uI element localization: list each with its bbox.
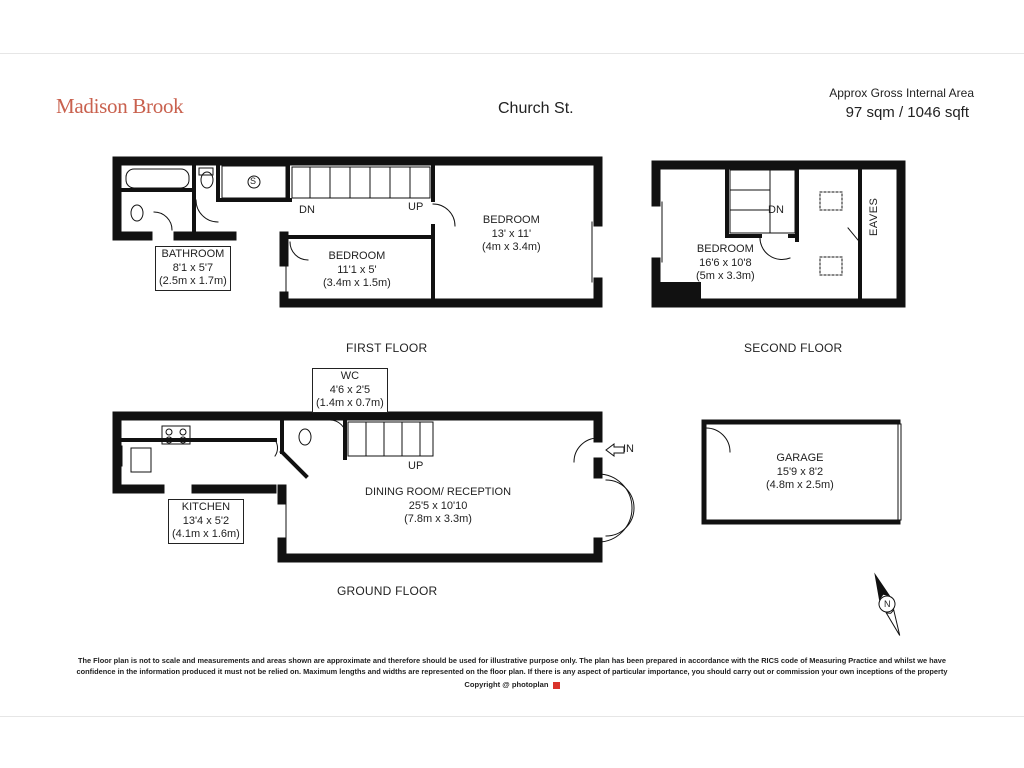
dining-dim-metric: (7.8m x 3.3m) [404,513,472,525]
garage-dim-imperial: 15'9 x 8'2 [776,465,824,478]
bedroom-large-dim-imperial: 13' x 11' [491,227,532,240]
cupboard-mark: S [250,176,257,186]
brand-logo: Madison Brook [56,94,184,118]
first-floor-dn-mark: DN [299,204,315,216]
bedroom-small-label [323,250,391,291]
bathroom-dim-imperial: 8'1 x 5'7 [172,261,214,274]
north-label: N [884,599,891,609]
bedroom-second-dim-imperial: 16'6 x 10'8 [699,256,752,269]
copyright [0,680,1024,689]
disclaimer-line-1: The Floor plan is not to scale and measurements and areas shown are approximate and therefore should be used for illustrative purpose only. The plan has been prepared in accordance with the RICS code of Measuring Practice and whilst we have [77,656,947,665]
bedroom-small-name: BEDROOM [328,250,386,262]
bathroom-label [155,246,231,291]
kitchen-name: KITCHEN [181,501,231,513]
bedroom-small-dim-metric: (3.4m x 1.5m) [323,277,391,289]
bedroom-large-label [482,214,541,255]
street-name: Church St. [498,100,574,117]
wc-name: WC [340,370,360,382]
bathroom-dim-metric: (2.5m x 1.7m) [159,275,227,287]
photoplan-logo-icon [553,682,560,689]
wc-label [312,368,388,413]
ground-floor-label: GROUND FLOOR [337,584,438,598]
entrance-arrow [606,444,624,456]
bedroom-second-dim-metric: (5m x 3.3m) [696,270,755,282]
first-floor-up-mark: UP [408,201,424,213]
eaves-label: EAVES [868,197,880,236]
garage-dim-metric: (4.8m x 2.5m) [766,479,834,491]
disclaimer-line-2: confidence in the information produced it must not be relied on. Maximum lengths and widths are represented on the floor plan. If there is any aspect of particular importance, you should carry out or commission your own inceptions of the property [76,666,948,676]
bathroom-name: BATHROOM [161,248,225,260]
second-floor-dn-mark: DN [768,204,784,216]
kitchen-dim-imperial: 13'4 x 5'2 [182,514,230,527]
bedroom-second-label [696,243,755,284]
area-label: Approx Gross Internal Area [829,86,974,100]
kitchen-label [168,499,244,544]
second-floor-fixtures [662,170,858,275]
first-floor-label: FIRST FLOOR [346,341,428,355]
garage-label [766,452,834,493]
copyright-text: Copyright @ photoplan [464,680,549,689]
entrance-label: IN [623,443,634,455]
garage-name: GARAGE [776,452,824,464]
dining-label [365,486,511,527]
bedroom-large-name: BEDROOM [482,214,540,226]
ground-floor-internal [120,420,345,476]
wc-dim-metric: (1.4m x 0.7m) [316,397,384,409]
wc-dim-imperial: 4'6 x 2'5 [329,383,371,396]
bedroom-small-dim-imperial: 11'1 x 5' [337,263,377,276]
ground-floor-up-mark: UP [408,460,424,472]
kitchen-dim-metric: (4.1m x 1.6m) [172,528,240,540]
disclaimer [40,656,984,677]
second-floor-internal [657,168,860,300]
bedroom-second-name: BEDROOM [696,243,754,255]
dining-dim-imperial: 25'5 x 10'10 [408,499,468,512]
bedroom-large-dim-metric: (4m x 3.4m) [482,241,541,253]
area-value: 97 sqm / 1046 sqft [845,104,969,121]
second-floor-label: SECOND FLOOR [744,341,843,355]
dining-name: DINING ROOM/ RECEPTION [365,486,512,498]
